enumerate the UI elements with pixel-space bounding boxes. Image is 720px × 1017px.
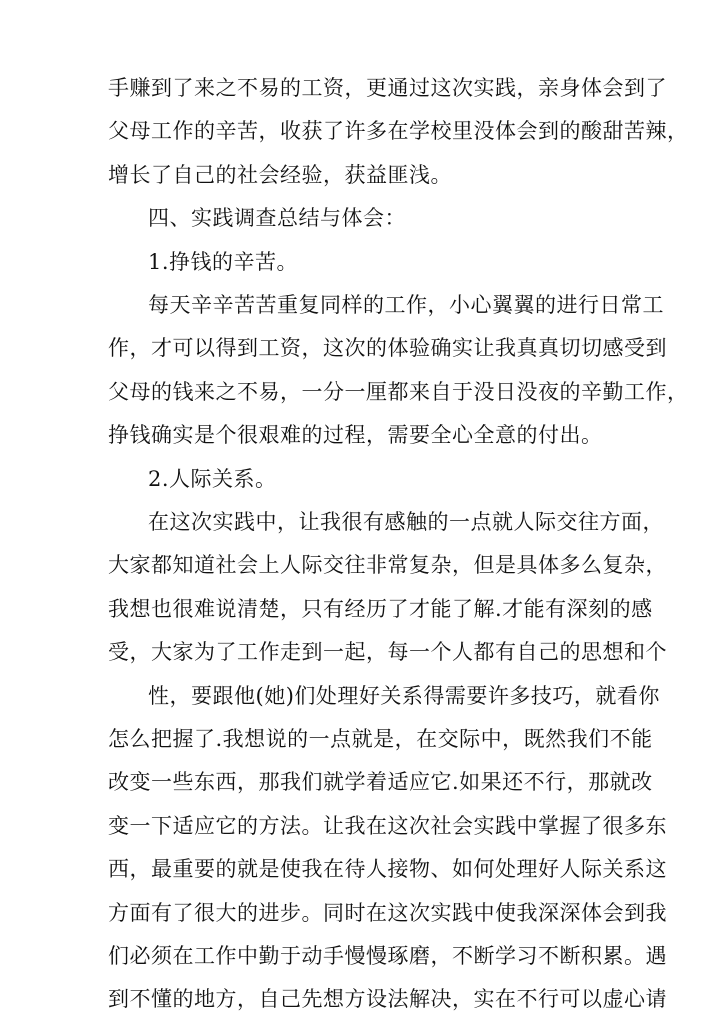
- text-line: 受，大家为了工作走到一起，每一个人都有自己的思想和个: [108, 640, 667, 664]
- text-line: 怎么把握了.我想说的一点就是，在交际中，既然我们不能: [108, 727, 653, 751]
- text-line: 们必须在工作中勤于动手慢慢琢磨，不断学习不断积累。遇: [108, 944, 667, 968]
- text-line: 父母工作的辛苦，收获了许多在学校里没体会到的酸甜苦辣，: [108, 119, 689, 143]
- text-line: 挣钱确实是个很艰难的过程，需要全心全意的付出。: [108, 423, 603, 447]
- subsection-heading: 1.挣钱的辛苦。: [148, 250, 299, 274]
- text-line: 西，最重要的就是使我在待人接物、如何处理好人际关系这: [108, 857, 667, 881]
- text-line: 变一下适应它的方法。让我在这次社会实践中掌握了很多东: [108, 814, 667, 838]
- text-line: 增长了自己的社会经验，获益匪浅。: [108, 163, 452, 187]
- text-line: 在这次实践中，让我很有感触的一点就人际交往方面，: [148, 510, 664, 534]
- text-line: 性，要跟他(她)们处理好关系得需要许多技巧，就看你: [148, 684, 660, 708]
- text-line: 父母的钱来之不易，一分一厘都来自于没日没夜的辛勤工作，: [108, 380, 689, 404]
- subsection-heading: 2.人际关系。: [148, 467, 277, 491]
- text-line: 每天辛辛苦苦重复同样的工作，小心翼翼的进行日常工: [148, 293, 664, 317]
- text-line: 方面有了很大的进步。同时在这次实践中使我深深体会到我: [108, 901, 667, 925]
- text-line: 我想也很难说清楚，只有经历了才能了解.才能有深刻的感: [108, 597, 653, 621]
- text-line: 改变一些东西，那我们就学着适应它.如果还不行，那就改: [108, 770, 653, 794]
- text-line: 大家都知道社会上人际交往非常复杂，但是具体多么复杂，: [108, 553, 667, 577]
- text-line: 到不懂的地方，自己先想方设法解决，实在不行可以虚心请: [108, 987, 667, 1011]
- text-line: 作，才可以得到工资，这次的体验确实让我真真切切感受到: [108, 336, 667, 360]
- section-heading: 四、实践调查总结与体会：: [148, 206, 406, 230]
- text-line: 手赚到了来之不易的工资，更通过这次实践，亲身体会到了: [108, 76, 667, 100]
